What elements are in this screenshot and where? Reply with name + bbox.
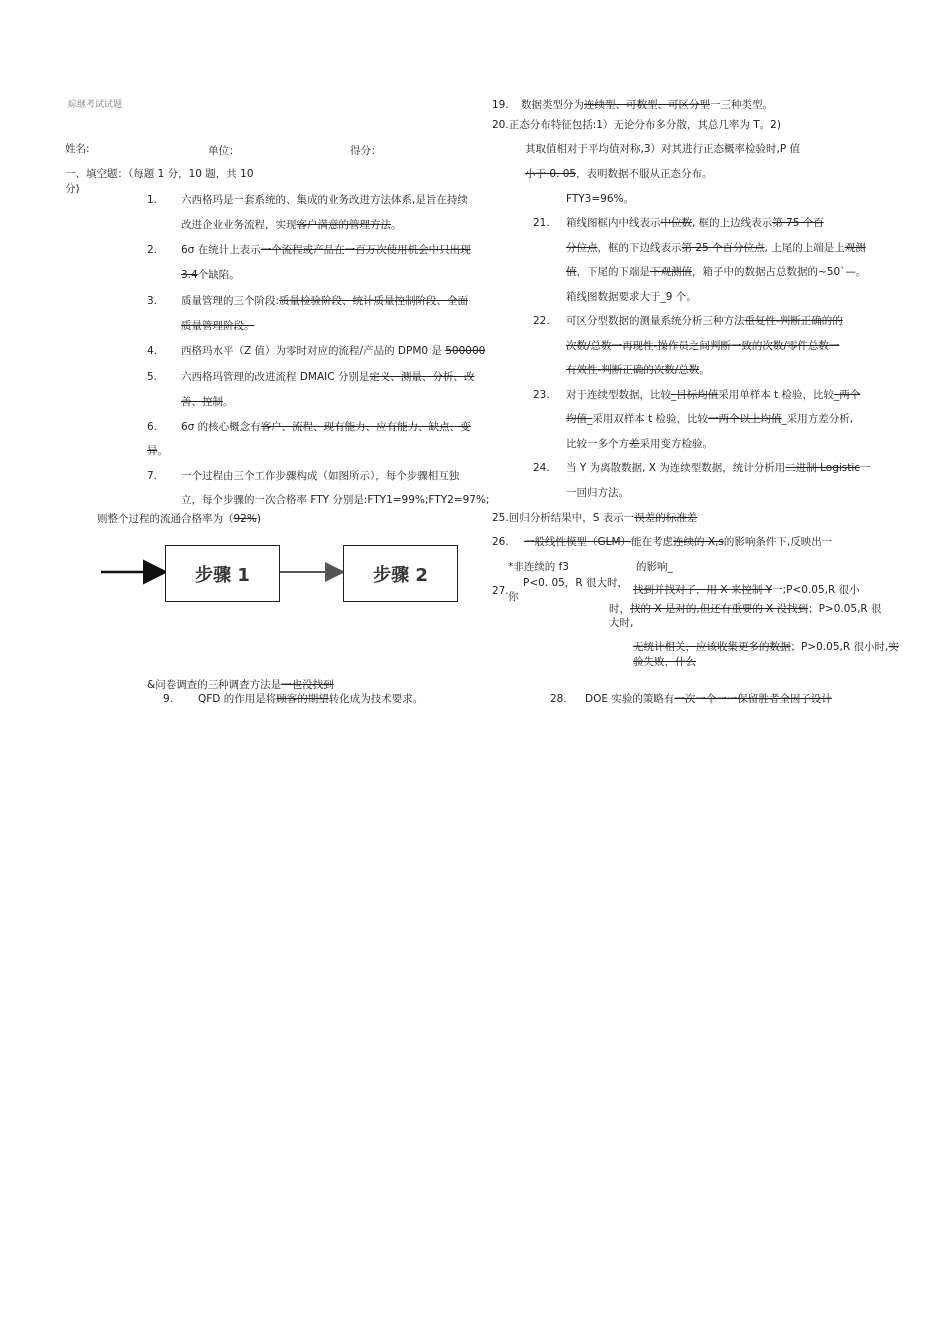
- q7-number: 7.: [147, 470, 158, 482]
- q19-answer: 连续型、可数型、可区分型: [584, 99, 710, 111]
- q6-line2: 异。: [147, 445, 168, 457]
- q21-number: 21.: [533, 217, 550, 229]
- fty3-line: FTY3=96%。: [566, 193, 634, 205]
- q24-line2: 一回归方法。: [566, 487, 629, 499]
- q9-number: 9.: [163, 693, 174, 705]
- q2-answer: 一个流程或产品在一百万次使用机会中只出现: [260, 244, 471, 256]
- q21-line2: 分位点，框的下边线表示第 25 个百分位点, 上尾的上端是上观测: [566, 242, 866, 254]
- q21-line3: 值，下尾的下端是下观测值，箱子中的数据占总数据的~50`—。: [566, 266, 867, 278]
- q27-line1: 找到并找对了，用 X 来控制 Y一;P<0.05,R 很小: [633, 584, 860, 596]
- q25-line: 25.回归分析结果中，S 表示一误差的标准差: [492, 512, 698, 524]
- step2-box: 步骤 2: [343, 545, 458, 602]
- q6-number: 6.: [147, 421, 158, 433]
- q9-line: QFD 的作用是将顾客的期望转化成为技术要求。: [198, 693, 424, 705]
- q1-answer: 客户满意的管理方法: [296, 219, 391, 231]
- q7-line3: 则整个过程的流通合格率为（92%): [97, 513, 261, 525]
- q1-line2: 改进企业业务流程，实现客户满意的管理方法。: [181, 219, 402, 231]
- q1-line1: 六西格玛是一套系统的、集成的业务改进方法体系,是旨在持续: [181, 194, 468, 206]
- q4-line1: 西格玛水平（Z 值）为零时对应的流程/产品的 DPM0 是 500000: [181, 345, 486, 357]
- q2-line1: 6σ 在统计上表示一个流程或产品在一百万次使用机会中只出现: [181, 244, 471, 256]
- q23-number: 23.: [533, 389, 550, 401]
- q5-line1: 六西格玛管理的改进流程 DMAIC 分别是定义、测量、分析、改: [181, 371, 475, 383]
- q25-answer: 误差的标准差: [634, 512, 698, 524]
- q26-number: 26.: [492, 536, 509, 548]
- q27-number: 27.: [492, 585, 509, 597]
- q3-number: 3.: [147, 295, 158, 307]
- q3-line2: 质量管理阶段。: [181, 320, 255, 332]
- q23-line1: 对于连续型数据，比较_目标均值采用单样本 t 检验，比较_两个: [566, 389, 861, 401]
- q1-number: 1.: [147, 194, 158, 206]
- q28-answer: 一次一个一一保留胜者全因子设计: [674, 693, 832, 705]
- q8-answer: 一也没找到: [281, 679, 334, 691]
- q21-line1: 箱线图框内中线表示中位数, 框的上边线表示第 75 个百: [566, 217, 824, 229]
- q4-answer: 500000: [445, 345, 486, 357]
- q2-line2: 3.4个缺陷。: [181, 269, 240, 281]
- q3-answer: 质量检验阶段、统计质量控制阶段、全面: [279, 295, 469, 307]
- q23-line2: 均值_采用双样本 t 检验，比较一两个以上均值_采用方差分析,: [566, 413, 854, 425]
- q24-line1: 当 Y 为离散数据, X 为连续型数据，统计分析用二进制 Logistic一: [566, 462, 871, 474]
- q7-line1: 一个过程由三个工作步骤构成（如图所示），每个步骤相互独: [181, 470, 460, 482]
- q3-line1: 质量管理的三个阶段:质量检验阶段、统计质量控制阶段、全面: [181, 295, 469, 307]
- q27-line2: 时，找的 X 是对的,但还有重要的 X 没找到；P>0.05,R 很: [609, 603, 882, 615]
- q27-you: 你: [508, 591, 519, 603]
- q4-number: 4.: [147, 345, 158, 357]
- q8-line: &问卷调查的三种调查方法是一也没找到: [147, 679, 334, 691]
- q22-line3: 有效性-判断正确的次数/总数。: [566, 364, 710, 376]
- q20-line1: 20.正态分布特征包括:1）无论分布多分散，其总几率为 T。2): [492, 119, 781, 131]
- q27-p1: P<0. 05，R 很大时，: [523, 577, 628, 589]
- q23-line3: 比较一多个方差采用变方检验。: [566, 438, 713, 450]
- step1-box: 步骤 1: [165, 545, 280, 602]
- q7-line2: 立，每个步骤的一次合格率 FTY 分别是:FTY1=99%;FTY2=97%;: [181, 494, 490, 506]
- q5-number: 5.: [147, 371, 158, 383]
- q19-number: 19.: [492, 99, 509, 111]
- section-heading: 一、填空题：（每题 1 分，10 题，共 10: [65, 168, 254, 180]
- q2-number: 2.: [147, 244, 158, 256]
- q20-line3: 小于 0. 05，表明数据不服从正态分布。: [525, 168, 713, 180]
- section-heading-cont: 分): [65, 183, 80, 195]
- q27-line2-cont: 大时,: [609, 617, 634, 629]
- exam-title: 綜继考试试题: [68, 100, 123, 110]
- q7-answer: 92%: [233, 513, 257, 525]
- name-label: 姓名:: [65, 143, 90, 155]
- q20-answer: 小于 0. 05: [525, 168, 577, 180]
- q5-answer: 定义、测量、分析、改: [369, 371, 475, 383]
- q9-answer: 顾客的期望: [276, 693, 329, 705]
- unit-label: 单位：: [208, 145, 240, 157]
- q6-answer: 客户、流程、现有能力、应有能力、缺点、变: [260, 421, 471, 433]
- score-label: 得分：: [350, 145, 382, 157]
- q27-line3-cont: 验失败，什么: [633, 656, 696, 668]
- q21-line4: 箱线图数据要求大于_9 个。: [566, 291, 697, 303]
- q22-line1: 可区分型数据的测量系统分析三种方法重复性-判断正确的的: [566, 315, 843, 327]
- q22-line2: 次数/总数一再现性-操作员之间判断一致的次数/零件总数一: [566, 340, 840, 352]
- q20-line2: 其取值相对于平均值对称,3）对其进行正态概率检验时,P 值: [525, 143, 801, 155]
- q27-line3: 无统计相关，应该收集更多的数据；P>0.05,R 很小时,实: [633, 641, 899, 653]
- q28-line: DOE 实验的策略有一次一个一一保留胜者全因子设计: [585, 693, 832, 705]
- q22-number: 22.: [533, 315, 550, 327]
- q19-line: 数据类型分为连续型、可数型、可区分型一三种类型。: [521, 99, 773, 111]
- q28-number: 28.: [550, 693, 567, 705]
- q24-number: 24.: [533, 462, 550, 474]
- q5-line2: 善、控制。: [181, 396, 234, 408]
- q6-line1: 6σ 的核心概念有客户、流程、现有能力、应有能力、缺点、变: [181, 421, 471, 433]
- q26-line1: 一般线性模型（GLM）能在考虑连续的 X,s的影响条件下,反映出一: [524, 536, 833, 548]
- q26-line2a: *非连续的 f3: [508, 561, 569, 573]
- q26-line2b: 的影响_: [636, 561, 673, 573]
